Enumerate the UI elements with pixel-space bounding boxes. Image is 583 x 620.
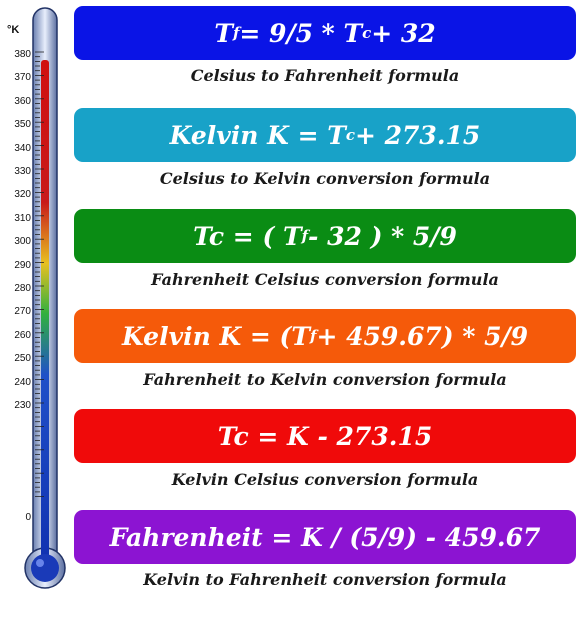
thermometer-tick-label: 340 xyxy=(14,142,31,154)
fahrenheit-to-kelvin-formula-box xyxy=(74,309,576,363)
formula-subscript: f xyxy=(301,227,309,245)
formula-subscript: f xyxy=(310,327,317,345)
formula-text: Tc = ( T xyxy=(193,221,302,251)
fahrenheit-to-celsius-caption: Fahrenheit Celsius conversion formula xyxy=(151,270,499,289)
formula-text: = 9/5 * T xyxy=(239,18,363,48)
formula-text: T xyxy=(214,18,233,48)
thermometer-tick-label: 260 xyxy=(14,329,31,341)
thermometer-tick-label: 270 xyxy=(14,306,31,318)
thermometer-tick-label: 310 xyxy=(14,212,31,224)
celsius-to-kelvin-caption: Celsius to Kelvin conversion formula xyxy=(159,169,491,188)
formula-text: - 32 ) * 5/9 xyxy=(308,221,457,251)
kelvin-to-fahrenheit-caption: Kelvin to Fahrenheit conversion formula xyxy=(143,570,507,589)
formula-subscript: f xyxy=(232,24,240,42)
formula-text: + 273.15 xyxy=(354,120,481,150)
formula-text: + 32 xyxy=(371,18,436,48)
kelvin-to-fahrenheit-formula-box xyxy=(74,510,576,564)
formula-text: Kelvin K = (T xyxy=(121,321,310,351)
thermometer-tick-label: 0 xyxy=(25,512,31,523)
thermometer-tick-label: 240 xyxy=(14,376,31,388)
thermometer-tick-label: 230 xyxy=(14,400,31,411)
thermometer-tick-label: 280 xyxy=(14,283,31,294)
celsius-to-fahrenheit-formula-box xyxy=(74,6,576,60)
fahrenheit-to-celsius-formula-box xyxy=(74,209,576,263)
formula-subscript: c xyxy=(362,24,372,42)
formula-subscript: c xyxy=(345,126,355,144)
formula-text: Kelvin K = T xyxy=(169,120,346,150)
kelvin-to-celsius-formula-box xyxy=(74,409,576,463)
formula-text: Fahrenheit = K / (5/9) - 459.67 xyxy=(109,522,541,552)
thermometer-tick-label: 360 xyxy=(14,95,31,107)
thermometer-tick-label: 300 xyxy=(14,236,31,248)
thermometer-tick-label: 370 xyxy=(14,72,31,84)
formula-text: Tc = K - 273.15 xyxy=(217,421,433,451)
thermometer-tick-label: 250 xyxy=(14,353,31,365)
thermometer-illustration xyxy=(0,0,72,600)
formula-text: + 459.67) * 5/9 xyxy=(316,321,529,351)
celsius-to-kelvin-formula-box xyxy=(74,108,576,162)
thermometer-tick-label: 320 xyxy=(14,189,31,201)
thermometer-tick-label: 350 xyxy=(14,119,31,131)
kelvin-to-celsius-caption: Kelvin Celsius conversion formula xyxy=(171,470,479,489)
celsius-to-fahrenheit-caption: Celsius to Fahrenheit formula xyxy=(190,66,460,85)
thermometer-tick-label: 330 xyxy=(14,166,31,177)
thermometer-tick-label: 380 xyxy=(14,49,31,60)
kelvin-unit-label: °K xyxy=(7,24,20,36)
thermometer-tick-label: 290 xyxy=(14,259,31,271)
fahrenheit-to-kelvin-caption: Fahrenheit to Kelvin conversion formula xyxy=(143,370,507,389)
